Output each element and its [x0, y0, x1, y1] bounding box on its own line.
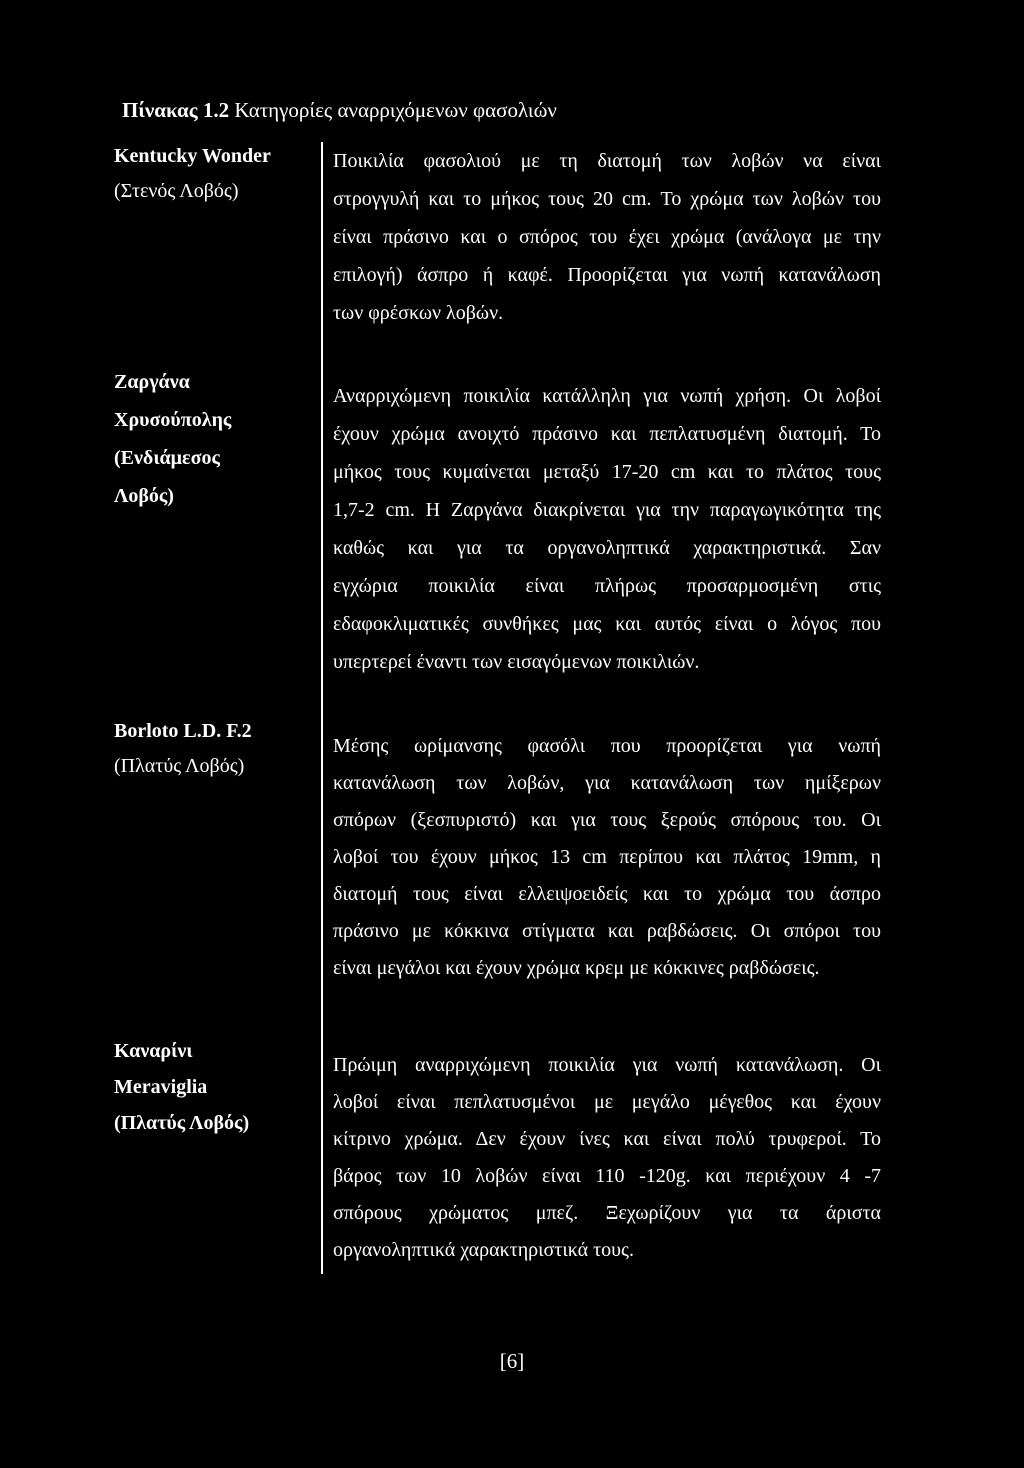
- description-line: μήκος τους κυμαίνεται μεταξύ 17-20 cm και το πλάτος τους: [333, 461, 881, 483]
- description-line: λοβοί είναι πεπλατυσμένοι με μεγάλο μέγεθος και έχουν: [333, 1091, 881, 1113]
- description-line: είναι μεγάλοι και έχουν χρώμα κρεμ με κόκκινες ραβδώσεις.: [333, 957, 820, 979]
- variety-name-cell: [114, 714, 314, 784]
- description-line: βάρος των 10 λοβών είναι 110 -120g. και περιέχουν 4 -7: [333, 1165, 881, 1187]
- description-line: Πρώιμη αναρριχώμενη ποικιλία για νωπή κατανάλωση. Οι: [333, 1054, 881, 1076]
- page-number: [6]: [499, 1349, 525, 1373]
- description-line: εγχώρια ποικιλία είναι πλήρως προσαρμοσμένη στις: [333, 575, 881, 597]
- variety-description: [333, 728, 881, 987]
- variety-name: Ζαργάνα: [114, 371, 190, 393]
- variety-description: [333, 377, 881, 681]
- description-line: Μέσης ωρίμανσης φασόλι που προορίζεται για νωπή: [333, 735, 881, 757]
- variety-description: [333, 142, 881, 332]
- column-divider: [321, 142, 323, 1274]
- description-line: 1,7-2 cm. Η Ζαργάνα διακρίνεται για την παραγωγικότητα της: [333, 499, 881, 521]
- description-line: των φρέσκων λοβών.: [333, 302, 504, 324]
- description-line: Αναρριχώμενη ποικιλία κατάλληλη για νωπή χρήση. Οι λοβοί: [333, 385, 881, 407]
- description-line: έχουν χρώμα ανοιχτό πράσινο και πεπλατυσμένη διατομή. Το: [333, 423, 881, 445]
- description-line: εδαφοκλιματικές συνθήκες μας και αυτός είναι ο λόγος που: [333, 613, 881, 635]
- description-line: Ποικιλία φασολιού με τη διατομή των λοβών να είναι: [333, 150, 881, 172]
- table-caption-label: Πίνακας 1.2: [122, 98, 230, 122]
- variety-name-cell: [114, 139, 314, 209]
- variety-name: Καναρίνι: [114, 1040, 193, 1062]
- pod-type: (Πλατύς Λοβός): [114, 1112, 250, 1134]
- description-line: κατανάλωση των λοβών, για κατανάλωση των ημίξερων: [333, 772, 881, 794]
- table-caption-text: Κατηγορίες αναρριχόμενων φασολιών: [229, 98, 557, 122]
- description-line: στρογγυλή και το μήκος τους 20 cm. Το χρώμα των λοβών του: [333, 188, 881, 210]
- description-line: διατομή τους είναι ελλειψοειδείς και το χρώμα του άσπρο: [333, 883, 881, 905]
- description-line: πράσινο με κόκκινα στίγματα και ραβδώσεις. Οι σπόροι του: [333, 920, 881, 942]
- description-line: σπόρων (ξεσπυριστό) και για τους ξερούς σπόρους του. Οι: [333, 809, 881, 831]
- variety-name: Χρυσούπολης: [114, 409, 232, 431]
- variety-name: Meraviglia: [114, 1076, 208, 1098]
- description-line: λοβοί του έχουν μήκος 13 cm περίπου και πλάτος 19mm, η: [333, 846, 881, 868]
- pod-type: Λοβός): [114, 485, 174, 507]
- variety-name-cell: [114, 363, 314, 515]
- description-line: υπερτερεί έναντι των εισαγόμενων ποικιλιών.: [333, 651, 700, 673]
- pod-type: (Ενδιάμεσος: [114, 447, 220, 469]
- table-caption: [122, 98, 557, 123]
- variety-name-cell: [114, 1033, 314, 1141]
- variety-name: Borloto L.D. F.2: [114, 720, 252, 742]
- description-line: επιλογή) άσπρο ή καφέ. Προορίζεται για νωπή κατανάλωση: [333, 264, 881, 286]
- description-line: καθώς και για τα οργανοληπτικά χαρακτηριστικά. Σαν: [333, 537, 881, 559]
- variety-name: Kentucky Wonder: [114, 145, 271, 167]
- description-line: σπόρους χρώματος μπεζ. Ξεχωρίζουν για τα άριστα: [333, 1202, 881, 1224]
- variety-description: [333, 1047, 881, 1269]
- description-line: κίτρινο χρώμα. Δεν έχουν ίνες και είναι πολύ τρυφεροί. Το: [333, 1128, 881, 1150]
- pod-type: (Πλατύς Λοβός): [114, 755, 245, 777]
- description-line: οργανοληπτικά χαρακτηριστικά τους.: [333, 1239, 634, 1261]
- description-line: είναι πράσινο και ο σπόρος του έχει χρώμα (ανάλογα με την: [333, 226, 881, 248]
- pod-type: (Στενός Λοβός): [114, 180, 239, 202]
